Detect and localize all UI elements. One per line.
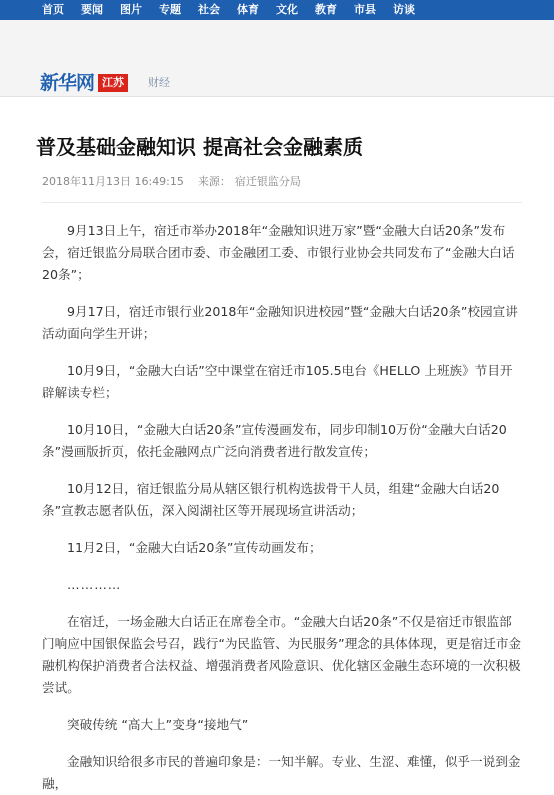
nav-item-education[interactable]: 教育 [315, 3, 337, 16]
logo-text: 新华网 [40, 72, 95, 94]
article-paragraph: 在宿迁，一场金融大白话正在席卷全市。“金融大白话20条”不仅是宿迁市银监部门响应中国银保监会号召，践行“为民监管、为民服务”理念的具体体现，更是宿迁市金融机构保护消费者合法权益、增强消费者风险意识、优化辖区金融生态环境的一次积极尝试。 [42, 614, 522, 695]
nav-item-interviews[interactable]: 访谈 [393, 3, 415, 16]
logo-region-badge: 江苏 [98, 74, 128, 92]
article-title: 普及基础金融知识 提高社会金融素质 [36, 135, 363, 159]
article-paragraph: 11月2日，“金融大白话20条”宣传动画发布； [67, 540, 322, 555]
source-name: 宿迁银监分局 [234, 175, 301, 188]
article-paragraph: 9月17日，宿迁市银行业2018年“金融知识进校园”暨“金融大白话20条”校园宣讲活动面向学生开讲； [42, 304, 518, 341]
article-source [198, 175, 301, 189]
nav-item-culture[interactable]: 文化 [276, 3, 298, 16]
article-paragraph: 10月9日，“金融大白话”空中课堂在宿迁市105.5电台《HELLO 上班族》节目开辟解读专栏； [42, 363, 513, 400]
nav-item-news[interactable]: 要闻 [81, 3, 103, 16]
nav-item-home[interactable]: 首页 [42, 3, 64, 16]
nav-item-society[interactable]: 社会 [198, 3, 220, 16]
article-paragraph: 9月13日上午，宿迁市举办2018年“金融知识进万家”暨“金融大白话20条”发布会，宿迁银监分局联合团市委、市金融团工委、市银行业协会共同发布了“金融大白话20条”； [42, 223, 515, 282]
nav-item-cities[interactable]: 市县 [354, 3, 376, 16]
top-navigation [0, 0, 554, 20]
nav-item-pictures[interactable]: 图片 [120, 3, 142, 16]
brand-header [0, 20, 554, 97]
article-ellipsis: ………… [67, 577, 122, 592]
article-paragraph: 金融知识给很多市民的普遍印象是：一知半解。专业、生涩、难懂，似乎一说到金融， [42, 754, 521, 791]
channel-link[interactable]: 财经 [148, 76, 171, 89]
nav-item-topics[interactable]: 专题 [159, 3, 181, 16]
article-body [42, 220, 522, 795]
article-paragraph: 10月12日，宿迁银监分局从辖区银行机构选拔骨干人员，组建“金融大白话20条”宣教志愿者队伍，深入阅湖社区等开展现场宣讲活动； [42, 481, 500, 518]
article-date: 2018年11月13日 16:49:15 [42, 175, 184, 188]
article-meta [42, 175, 522, 203]
article [0, 133, 554, 795]
source-label: 来源： [197, 175, 231, 188]
nav-item-sports[interactable]: 体育 [237, 3, 259, 16]
site-logo[interactable] [40, 72, 170, 94]
article-subheading: 突破传统 “高大上”变身“接地气” [67, 717, 249, 732]
article-paragraph: 10月10日，“金融大白话20条”宣传漫画发布，同步印制10万份“金融大白话20条”漫画版折页，依托金融网点广泛向消费者进行散发宣传； [42, 422, 507, 459]
